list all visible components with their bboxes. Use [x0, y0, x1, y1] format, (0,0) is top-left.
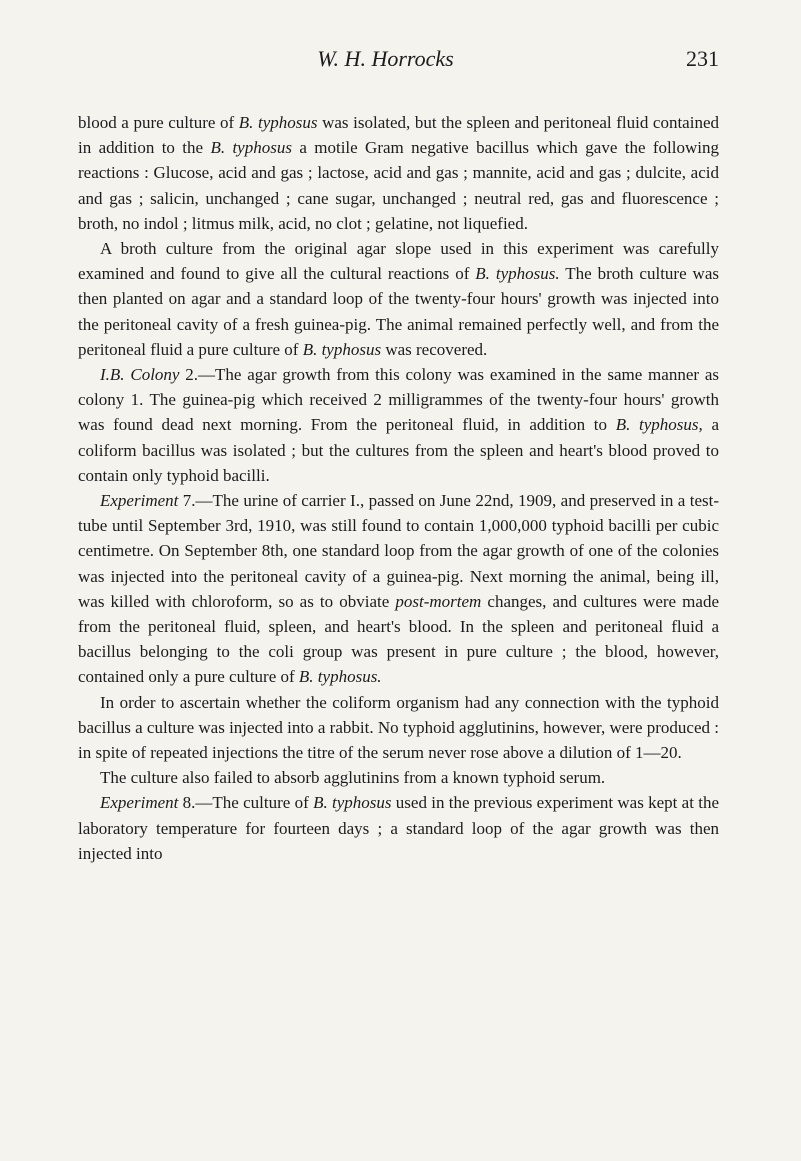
paragraph	[78, 236, 719, 362]
italic-text: Experiment	[100, 793, 179, 813]
text-run: a motile Gram negative bacillus which gave the following reactions : Glucose, acid and gas ; lactose, acid and gas ; mannite, acid and gas ; dulcite, acid and gas ; salicin, unchanged ; cane sugar, unchanged ; neutral red, gas and fluorescence ; broth, no indol ; litmus milk, acid, no clot ; gelatine, not liquefied.	[78, 138, 719, 233]
paragraph	[78, 765, 719, 790]
italic-text: Experiment	[100, 491, 179, 511]
italic-text: B. typhosus.	[298, 667, 382, 687]
text-run: The culture also failed to absorb agglutinins from a known typhoid serum.	[100, 768, 606, 788]
page-number: 231	[686, 46, 719, 71]
paragraph	[78, 790, 719, 866]
italic-text: I.B. Colony	[100, 365, 180, 385]
text-run: 2.—The agar growth from this colony was examined in the same manner as colony 1. The guinea-pig which received 2 milligrammes of the twenty-four hours' growth was found dead next morning. From the peritoneal fluid, in addition to	[78, 365, 720, 435]
body-text	[78, 110, 719, 866]
text-run: 8.—The culture of	[178, 793, 314, 813]
italic-text: B. typhosus	[313, 793, 392, 813]
text-run: 7.—The urine of carrier I., passed on June 22nd, 1909, and preserved in a test-tube until September 3rd, 1910, was still found to contain 1,000,000 typhoid bacilli per cubic centimetre. On September 8th, one standard loop from the agar growth of one of the colonies was injected into the peritoneal cavity of a guinea-pig. Next morning the animal, being ill, was killed with chloroform, so as to obviate	[78, 491, 719, 611]
text-run: changes, and cultures were made from the peritoneal fluid, spleen, and heart's blood. In the spleen and peritoneal fluid a bacillus belonging to the coli group was present in pure culture ; the blood, however, contained only a pure culture of	[78, 591, 719, 687]
text-run: used in the previous experiment was kept at the laboratory temperature for fourteen days ; a standard loop of the agar growth was then injected into	[78, 793, 720, 863]
paragraph	[78, 362, 719, 488]
text-run: blood a pure culture of	[78, 113, 239, 132]
paragraph	[78, 690, 719, 766]
italic-text: B. typhosus	[238, 113, 318, 132]
text-run: a coliform bacillus was isolated ; but the cultures from the spleen and heart's blood proved to contain only typhoid bacilli.	[78, 415, 719, 485]
text-run: A broth culture from the original agar slope used in this experiment was carefully examined and found to give all the cultural reactions of	[78, 239, 719, 284]
italic-text: B. typhosus.	[475, 264, 560, 284]
italic-text: B. typhosus	[302, 339, 382, 359]
paragraph	[78, 488, 719, 690]
text-run: In order to ascertain whether the coliform organism had any connection with the typhoid bacillus a culture was injected into a rabbit. No typhoid agglutinins, however, were produced : in spite of repeated injections the titre of the serum never rose above a dilution of 1—20.	[78, 692, 719, 763]
text-run: was recovered.	[381, 339, 488, 359]
italic-text: B. typhosus	[210, 138, 292, 158]
text-run: The broth culture was then planted on agar and a standard loop of the twenty-four hours' growth was injected into the peritoneal cavity of a fresh guinea-pig. The animal remained perfectly well, and from the peritoneal fluid a pure culture of	[78, 264, 719, 359]
paragraph	[78, 110, 719, 236]
running-head	[0, 38, 801, 78]
italic-text: B. typhosus,	[615, 415, 703, 435]
running-head-author: W. H. Horrocks	[317, 46, 454, 71]
italic-text: post-mortem	[395, 591, 482, 611]
text-run: was isolated, but the spleen and peritoneal fluid contained in addition to the	[78, 113, 720, 158]
